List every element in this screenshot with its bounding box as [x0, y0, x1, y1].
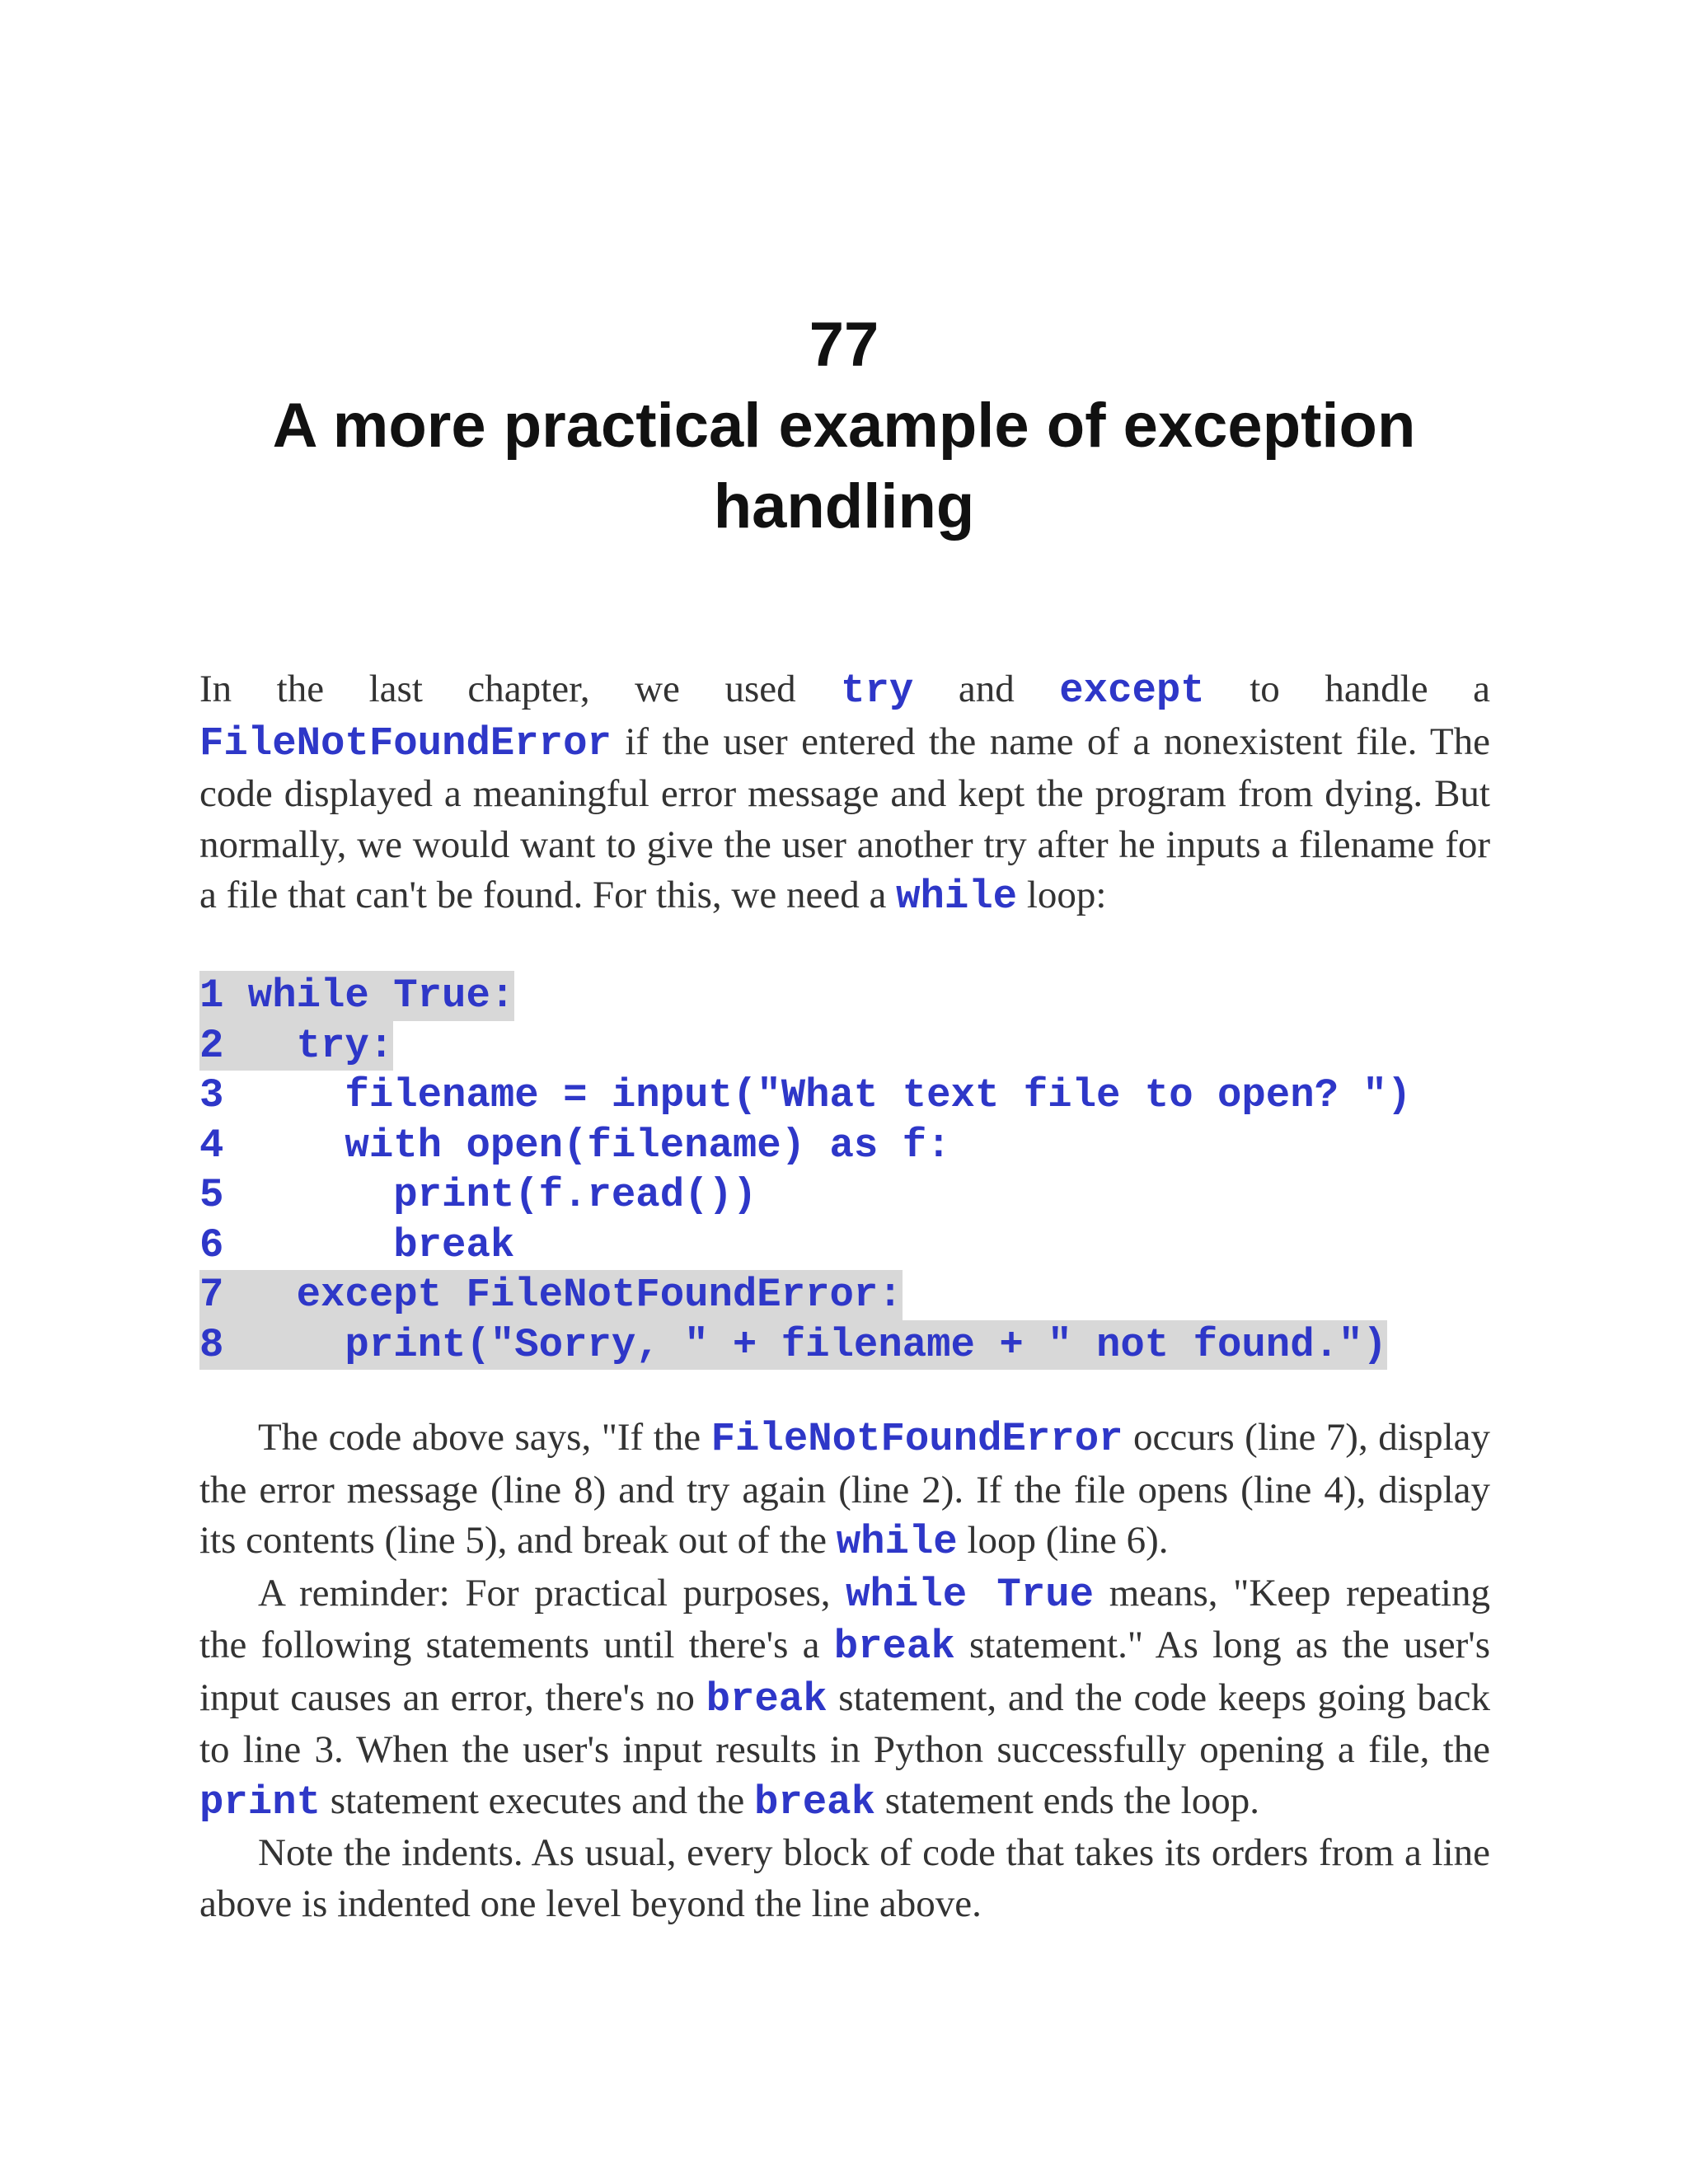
code-text: print(f.read())	[223, 1172, 757, 1218]
inline-code-while-true: while True	[846, 1571, 1095, 1618]
code-listing	[199, 971, 1411, 1370]
code-line	[199, 971, 1411, 1021]
code-text: while True:	[223, 972, 515, 1019]
code-text: break	[223, 1221, 515, 1268]
para2-text-4: statement, and the code keeps going back to line 3. When the user's input results in Python successfully opening a file, the	[199, 1675, 1490, 1771]
intro-text-3: to handle a	[1204, 668, 1490, 710]
code-line	[199, 1221, 1411, 1271]
inline-code-except: except	[1059, 668, 1205, 714]
line-number: 8	[199, 1321, 224, 1368]
explanation-paragraph-1	[199, 1413, 1490, 1568]
code-text: except FileNotFoundError:	[223, 1272, 903, 1318]
line-number: 5	[199, 1172, 224, 1218]
line-number: 4	[199, 1122, 224, 1169]
line-number: 2	[199, 1022, 224, 1069]
code-line	[199, 1071, 1411, 1121]
inline-code-break: break	[833, 1624, 955, 1670]
explanation-paragraph-2	[199, 1568, 1490, 1829]
para2-text-2: means, "Keep repeating the following statements until there's a	[199, 1571, 1490, 1666]
inline-code-while: while	[896, 874, 1018, 920]
code-line	[199, 1270, 1411, 1320]
intro-paragraph	[199, 664, 1490, 923]
chapter-title-line-2: handling	[713, 471, 975, 541]
para1-text-1: The code above says, "If the	[258, 1416, 711, 1459]
para2-text-1: A reminder: For practical purposes,	[258, 1571, 846, 1615]
line-number: 1	[199, 972, 224, 1019]
chapter-number: 77	[809, 310, 879, 380]
intro-text-2: and	[913, 668, 1060, 710]
inline-code-print: print	[199, 1779, 321, 1825]
code-text: filename = input("What text file to open? ")	[223, 1072, 1412, 1118]
inline-code-filenotfounderror: FileNotFoundError	[199, 719, 612, 766]
line-number: 3	[199, 1072, 224, 1118]
inline-code-break: break	[706, 1675, 828, 1722]
code-line	[199, 1121, 1411, 1171]
para2-text-6: statement ends the loop.	[875, 1779, 1259, 1822]
inline-code-try: try	[841, 668, 914, 714]
line-number: 6	[199, 1221, 224, 1268]
chapter-title-line-1: A more practical example of exception	[272, 391, 1416, 461]
inline-code-filenotfounderror: FileNotFoundError	[710, 1416, 1123, 1462]
chapter-heading	[165, 305, 1523, 547]
explanation-paragraph-3: Note the indents. As usual, every block of code that takes its orders from a line above is indented one level beyond the line above.	[199, 1831, 1490, 1925]
para1-text-3: loop (line 6).	[957, 1519, 1169, 1562]
inline-code-break: break	[753, 1779, 875, 1825]
inline-code-while: while	[836, 1519, 958, 1565]
code-text: with open(filename) as f:	[223, 1122, 951, 1169]
code-text: try:	[223, 1022, 394, 1069]
para2-text-3: statement." As long as the user's input causes an error, there's no	[199, 1624, 1490, 1719]
code-text: print("Sorry, " + filename + " not found.")	[223, 1321, 1387, 1368]
line-number: 7	[199, 1272, 224, 1318]
explanation-section	[199, 1413, 1490, 1929]
code-line	[199, 1320, 1411, 1371]
para1-text-2: occurs (line 7), display the error message (line 8) and try again (line 2). If the file opens (line 4), display its contents (line 5), and break out of the	[199, 1416, 1490, 1562]
code-line	[199, 1170, 1411, 1221]
intro-text-1: In the last chapter, we used	[199, 668, 842, 710]
code-line	[199, 1021, 1411, 1071]
intro-text-4: if the user entered the name of a nonexistent file. The code displayed a meaningful error message and kept the program from dying. But normally, we would want to give the user another try after he inputs a filename for a file that can't be found. For this, we need a	[199, 719, 1490, 916]
para2-text-5: statement executes and the	[321, 1779, 754, 1822]
intro-text-5: loop:	[1017, 874, 1107, 916]
